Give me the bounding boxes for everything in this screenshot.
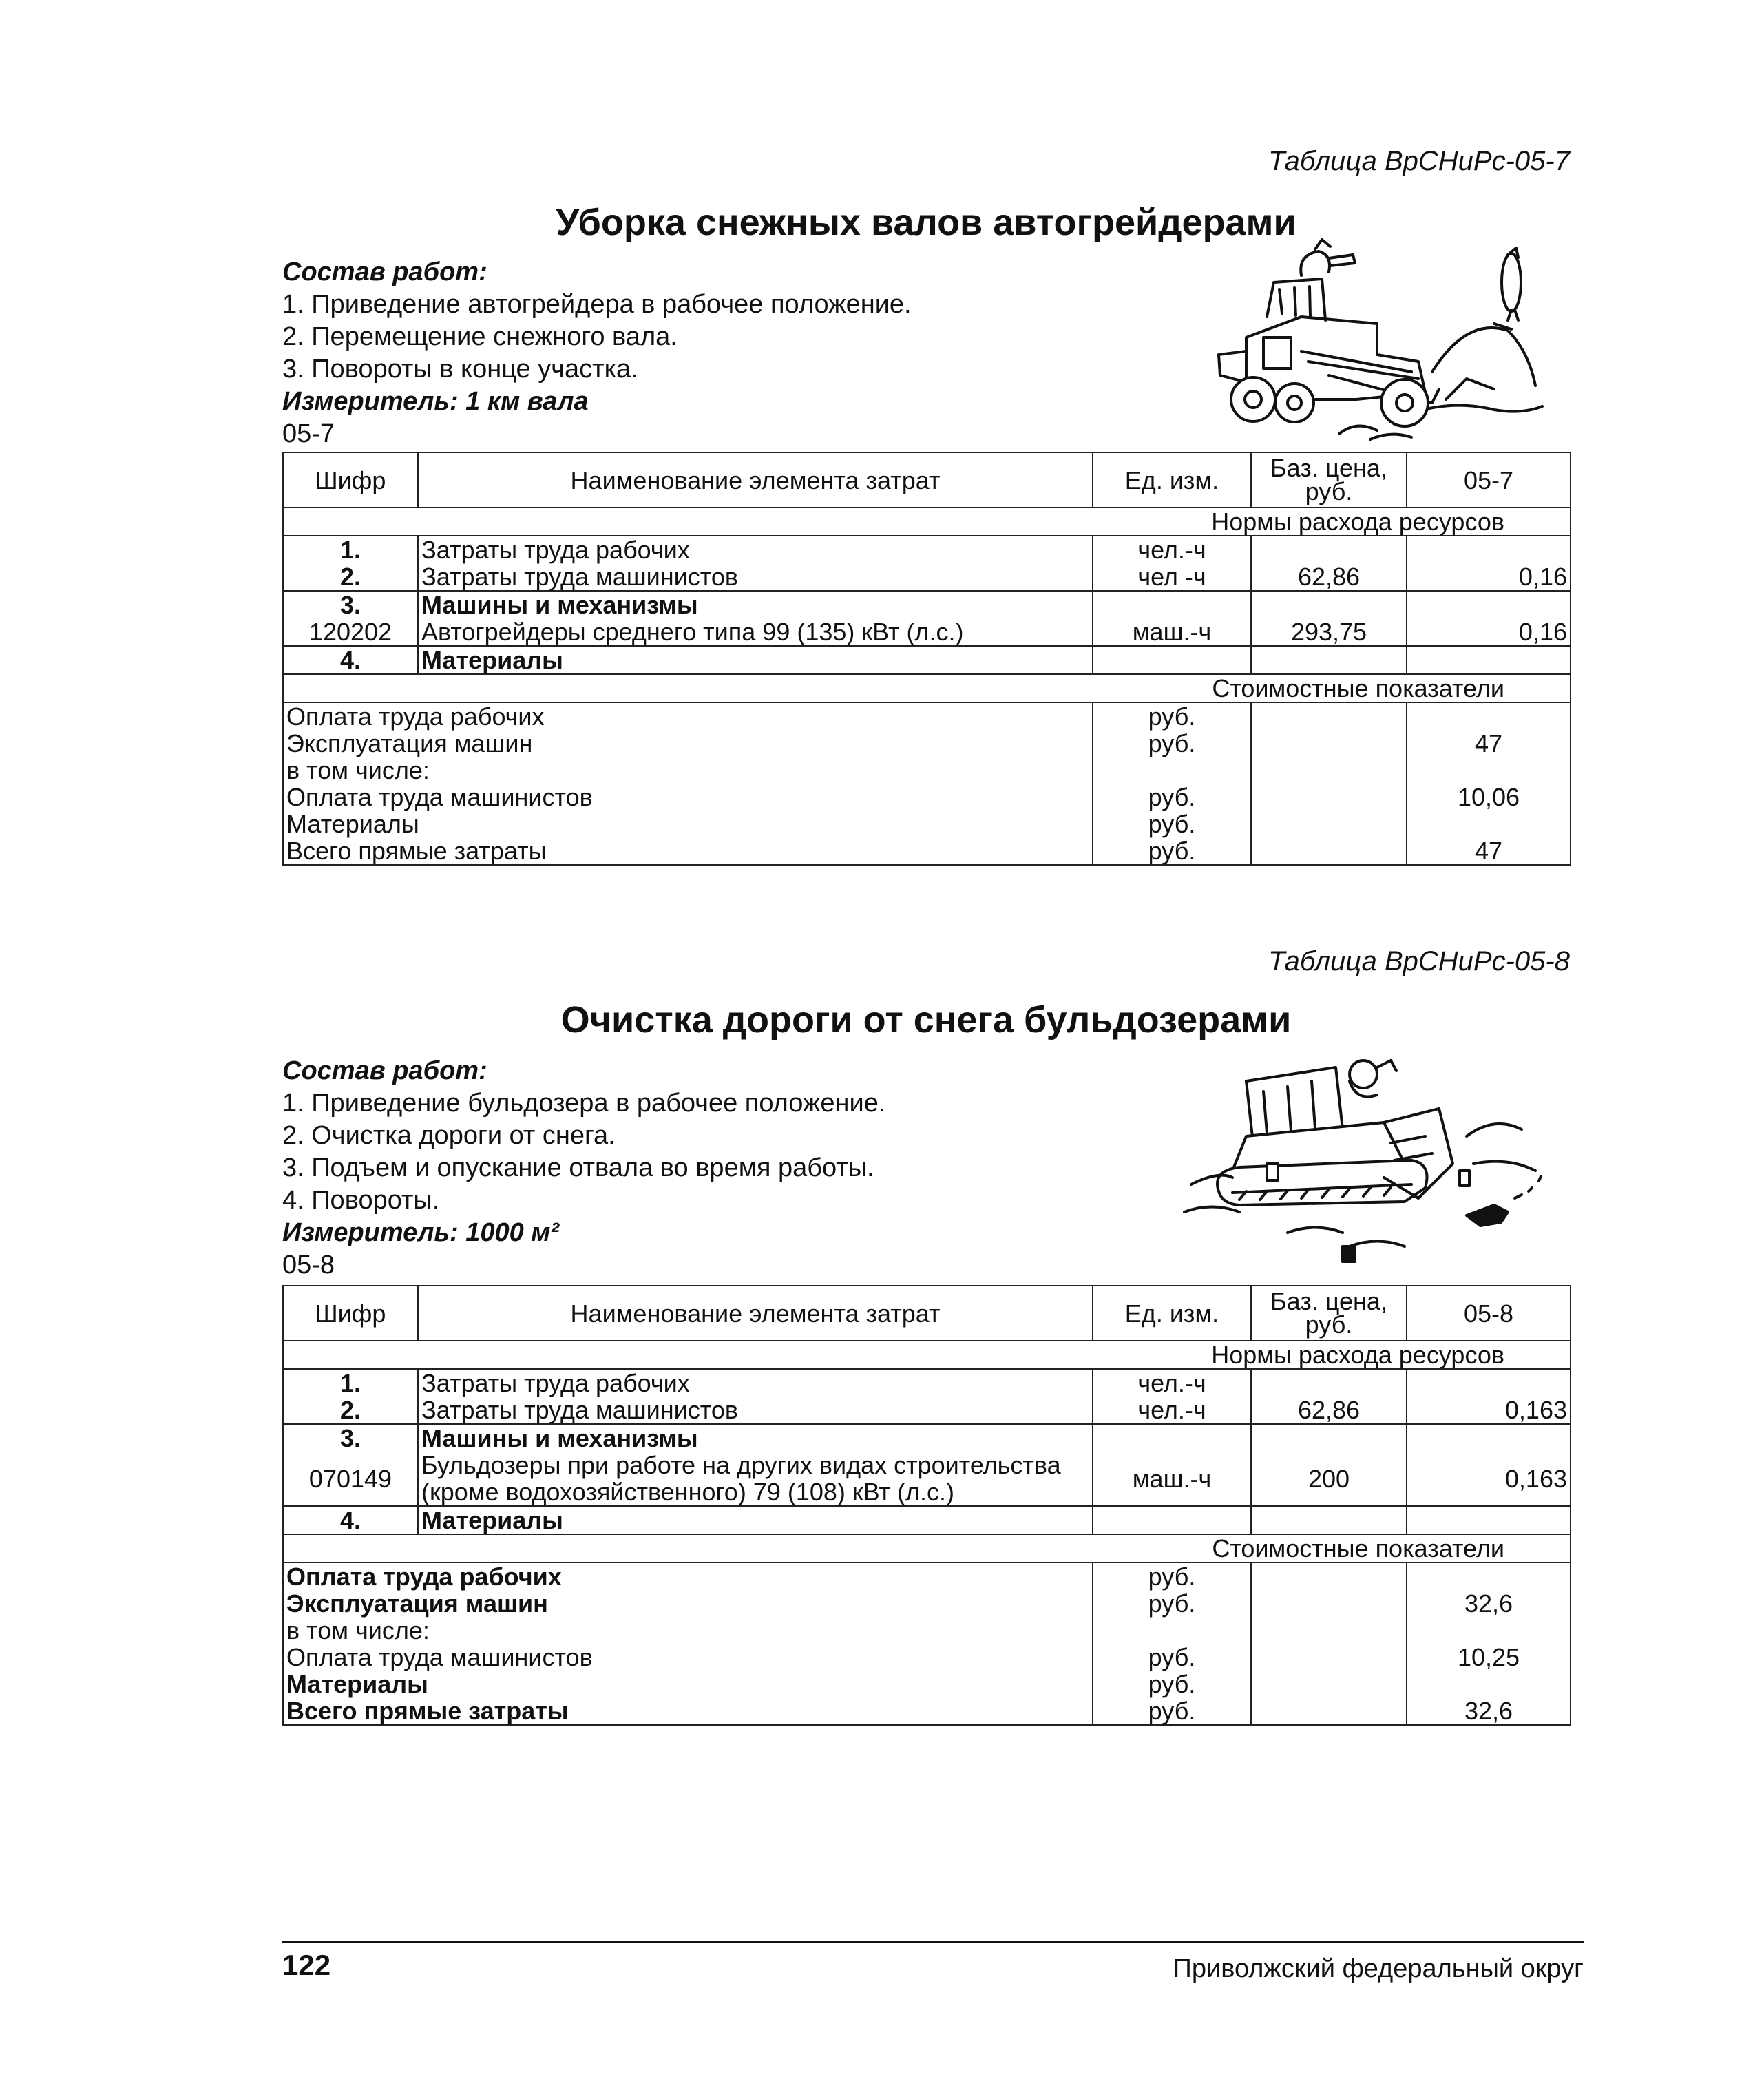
footer-divider: [282, 1941, 1584, 1943]
table-row: 2. Затраты труда машинистов чел -ч 62,86 0,16: [283, 563, 1571, 591]
table-row: 120202 Автогрейдеры среднего типа 99 (135) кВт (л.с.) маш.-ч 293,75 0,16: [283, 618, 1571, 646]
composition-heading: Состав работ:: [282, 258, 487, 286]
table-label: Таблица ВрСНиРс-05-8: [1268, 946, 1570, 976]
cost-row: Всего прямые затраты руб. 47: [283, 837, 1571, 865]
work-composition: [282, 256, 1177, 450]
table-code: 05-8: [282, 1251, 335, 1279]
header-code: Шифр: [283, 1286, 418, 1341]
section-title: Уборка снежных валов автогрейдерами: [556, 202, 1296, 243]
table-header-row: [283, 1286, 1571, 1341]
band-costs: Стоимостные показатели: [283, 1534, 1571, 1562]
bulldozer-illustration: [1177, 1040, 1563, 1267]
norms-table: [282, 452, 1571, 866]
footer-district: Приволжский федеральный округ: [1173, 1954, 1584, 1983]
work-step: 1. Приведение бульдозера в рабочее положение.: [282, 1089, 886, 1118]
header-name: Наименование элемента затрат: [418, 1286, 1093, 1341]
work-step: 2. Перемещение снежного вала.: [282, 322, 678, 351]
header-price: Баз. цена, руб.: [1251, 452, 1407, 508]
header-code: Шифр: [283, 452, 418, 508]
work-step: 2. Очистка дороги от снега.: [282, 1121, 616, 1150]
composition-heading: Состав работ:: [282, 1056, 487, 1085]
table-label: Таблица ВрСНиРс-05-7: [1268, 146, 1570, 176]
work-step: 1. Приведение автогрейдера в рабочее положение.: [282, 290, 912, 319]
table-row: 3. Машины и механизмы: [283, 1424, 1571, 1452]
header-price: Баз. цена, руб.: [1251, 1286, 1407, 1341]
norms-table: [282, 1285, 1571, 1726]
work-step: 3. Повороты в конце участка.: [282, 355, 638, 384]
header-unit: Ед. изм.: [1093, 452, 1251, 508]
table-row: 2. Затраты труда машинистов чел.-ч 62,86 0,163: [283, 1397, 1571, 1424]
section-title: Очистка дороги от снега бульдозерами: [560, 999, 1292, 1040]
page-number: 122: [282, 1949, 331, 1981]
band-resources: Нормы расхода ресурсов: [283, 508, 1571, 536]
table-row: 3. Машины и механизмы: [283, 591, 1571, 618]
cost-row: Оплата труда рабочих руб.: [283, 702, 1571, 730]
header-norm: 05-8: [1407, 1286, 1571, 1341]
cost-row: Эксплуатация машин руб. 47: [283, 730, 1571, 757]
cost-row: Оплата труда машинистов руб. 10,06: [283, 784, 1571, 811]
work-step: 4. Повороты.: [282, 1186, 440, 1215]
motor-grader-illustration: [1205, 234, 1549, 441]
table-header-row: [283, 452, 1571, 508]
table-row: 4. Материалы: [283, 646, 1571, 674]
cost-row: Эксплуатация машин руб. 32,6: [283, 1590, 1571, 1617]
measure-unit: Измеритель: 1 км вала: [282, 387, 589, 416]
band-resources: Нормы расхода ресурсов: [283, 1341, 1571, 1369]
table-row: 1. Затраты труда рабочих чел.-ч: [283, 1369, 1571, 1397]
cost-row: в том числе:: [283, 1617, 1571, 1644]
table-row: 070149 Бульдозеры при работе на других видах строительства (кроме водохозяйственного) 79 (108) кВт (л.с.) маш.-ч 200 0,163: [283, 1452, 1571, 1506]
table-row: 4. Материалы: [283, 1506, 1571, 1534]
cost-row: Всего прямые затраты руб. 32,6: [283, 1697, 1571, 1725]
header-norm: 05-7: [1407, 452, 1571, 508]
header-name: Наименование элемента затрат: [418, 452, 1093, 508]
table-row: 1. Затраты труда рабочих чел.-ч: [283, 536, 1571, 563]
cost-row: Материалы руб.: [283, 811, 1571, 837]
cost-row: Оплата труда рабочих руб.: [283, 1562, 1571, 1590]
cost-row: Оплата труда машинистов руб. 10,25: [283, 1644, 1571, 1671]
band-costs: Стоимостные показатели: [283, 674, 1571, 702]
header-unit: Ед. изм.: [1093, 1286, 1251, 1341]
measure-unit: Измеритель: 1000 м²: [282, 1218, 560, 1247]
table-code: 05-7: [282, 419, 335, 448]
cost-row: Материалы руб.: [283, 1671, 1571, 1697]
work-composition: [282, 1055, 1177, 1282]
cost-row: в том числе:: [283, 757, 1571, 784]
work-step: 3. Подъем и опускание отвала во время работы.: [282, 1153, 874, 1182]
